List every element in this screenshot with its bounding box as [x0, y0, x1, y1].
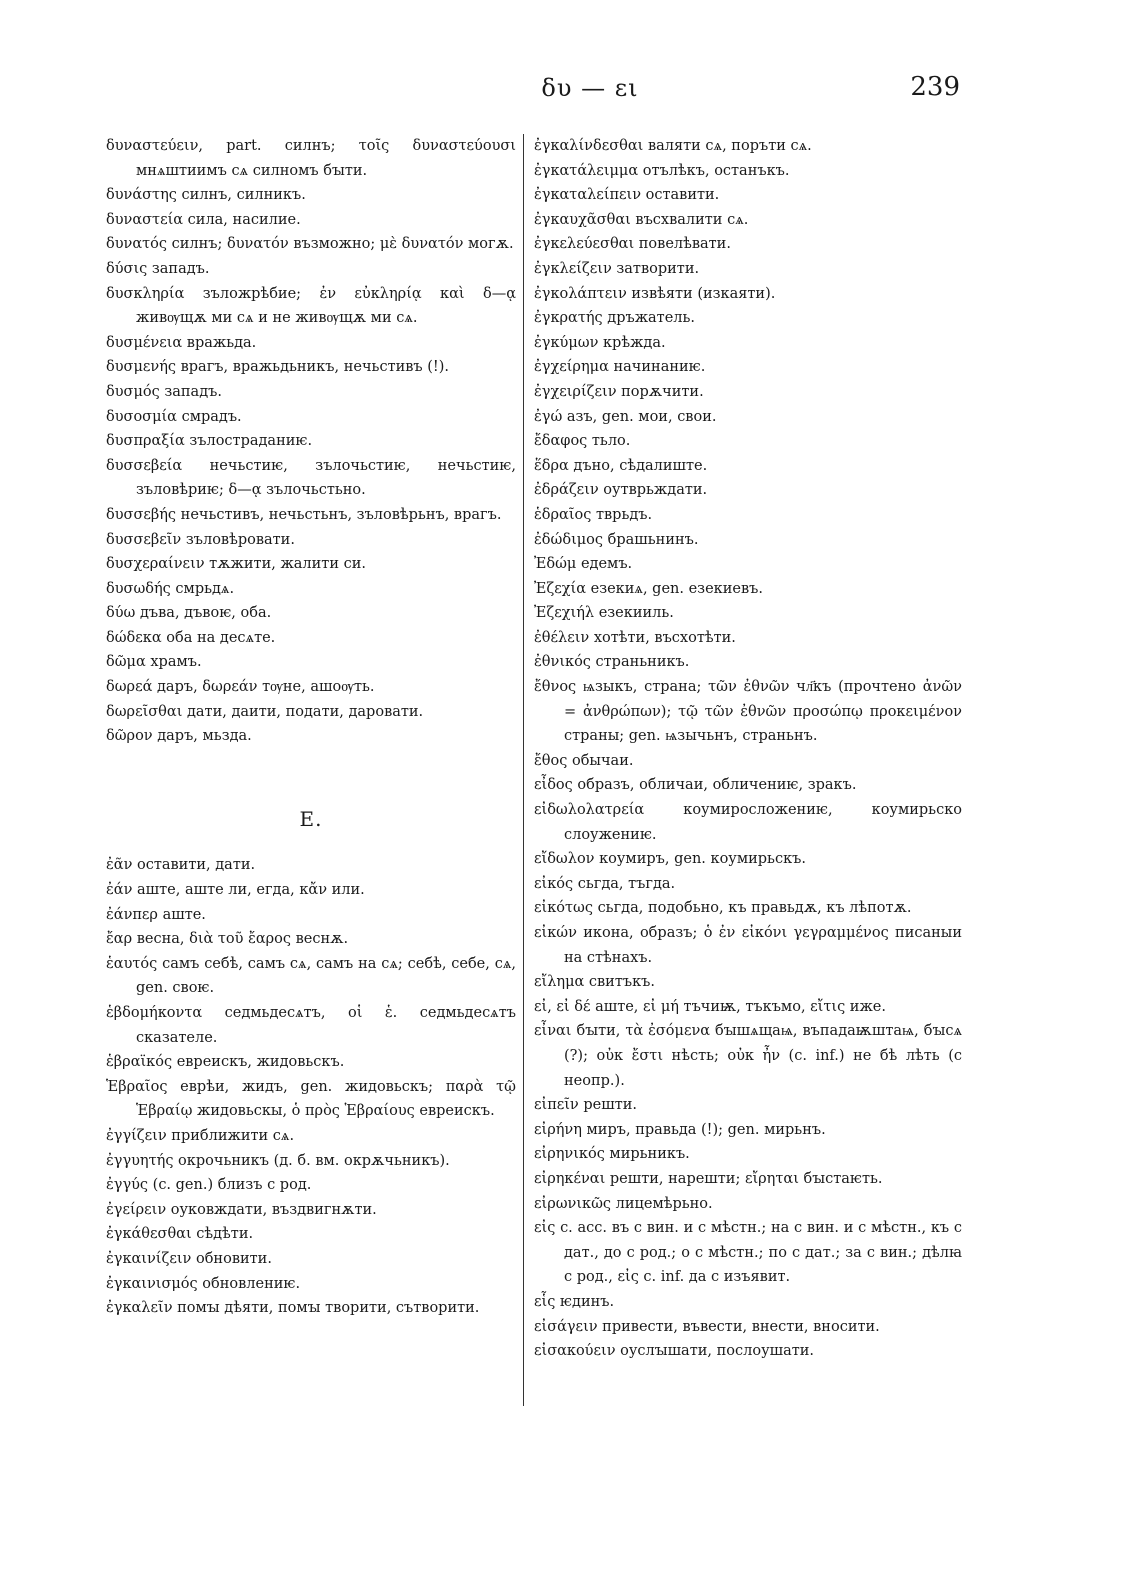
dictionary-entry: δυσπραξία зълостраданиѥ. — [106, 433, 313, 450]
dictionary-entry: ἔαρ весна, διὰ τοῦ ἔαρος веснѫ. — [106, 931, 349, 948]
dictionary-entry: εἰρωνικῶς лицемѣрьно. — [534, 1195, 713, 1212]
dictionary-entry: ἐγώ азъ, gen. мои, свои. — [534, 408, 717, 425]
dictionary-entry: δῶρον даръ, мьзда. — [106, 728, 252, 745]
dictionary-entry: ἐγκαυχᾶσθαι въсхвалити сѧ. — [534, 211, 749, 228]
dictionary-entry: ἔδαφος тьло. — [534, 433, 631, 450]
running-head: δυ — ει — [541, 74, 639, 102]
dictionary-entry: εἰρηνικός мирьникъ. — [534, 1146, 690, 1163]
section-heading: Ε. — [299, 806, 323, 831]
dictionary-entry: ἐγκατάλειμμα отълѣкъ, останъкъ. — [534, 162, 790, 179]
dictionary-entry: δωρεῖσθαι дати, даити, подати, даровати. — [106, 703, 424, 720]
dictionary-entry: ἐγκαταλείπειν оставити. — [534, 187, 720, 204]
dictionary-entry: δυναστεία сила, насилие. — [106, 211, 301, 228]
dictionary-entry: ἕδρα дъно, сѣдалиште. — [534, 457, 708, 474]
left-entries-before — [106, 134, 516, 749]
dictionary-entry: εἶδος образъ, обличаи, обличениѥ, зракъ. — [534, 777, 857, 794]
dictionary-entry: δυσσεβεῖν зъловѣровати. — [106, 531, 295, 548]
dictionary-entry: ἐγγίζειν приближити сѧ. — [106, 1127, 295, 1144]
dictionary-entry: ἐγκελεύεσθαι повелѣвати. — [534, 236, 731, 253]
left-entries-after — [106, 853, 516, 1320]
dictionary-entry: εἷς ѥдинъ. — [534, 1293, 615, 1310]
dictionary-entry: εἰκών икона, образъ; ὁ ἐν εἰκόνι γεγραμμένος писаныи на стѣнахъ. — [534, 925, 962, 966]
dictionary-entry: ἐάν аште, аште ли, егда, κἄν или. — [106, 882, 365, 899]
dictionary-entry: δυσωδής смрьдѧ. — [106, 580, 235, 597]
dictionary-entry: ἐγχείρημα начинаниѥ. — [534, 359, 706, 376]
dictionary-entry: εἰσάγειν привести, въвести, внести, вносити. — [534, 1318, 880, 1335]
page-header — [0, 72, 1140, 112]
dictionary-entry: Ἐζεχιήλ езекииль. — [534, 605, 674, 622]
dictionary-entry: ἐγείρειν оуковждати, въздвигнѫти. — [106, 1201, 377, 1218]
dictionary-entry: δύσις западъ. — [106, 260, 210, 277]
page-number: 239 — [910, 72, 960, 102]
dictionary-entry: δωρεά даръ, δωρεάν тѹне, ашоѹть. — [106, 679, 375, 696]
dictionary-entry: δώδεκα оба на десѧте. — [106, 629, 276, 646]
dictionary-entry: δυσμένεια вражьда. — [106, 334, 257, 351]
dictionary-entry: Ἐζεχία езекиѧ, gen. езекиевъ. — [534, 580, 763, 597]
dictionary-entry: εἰς с. acc. въ с вин. и с мѣстн.; на с вин. и с мѣстн., къ с дат., до с род.; о с мѣстн.; по с дат.; за с вин.; дѣлꙗ с род., εἰς с. inf. да с изъявит. — [534, 1220, 962, 1286]
dictionary-entry: δυναστεύειν, part. силнъ; τοῖς δυναστεύουσι мнѧштиимъ сѧ силномъ бꙑти. — [106, 138, 516, 179]
dictionary-entry: ἐγχειρίζειν порѫчити. — [534, 383, 704, 400]
left-column — [106, 134, 516, 1321]
dictionary-entry: ἐθέλειν хотѣти, въсхотѣти. — [534, 629, 736, 646]
dictionary-entry: ἑβδομήκοντα седмьдесѧтъ, οἱ ἑ. седмьдесѧтъ сказателе. — [106, 1005, 516, 1046]
dictionary-entry: ἐγκαινισμός обновлениѥ. — [106, 1275, 301, 1292]
dictionary-entry: εἰρήνη миръ, правьда (!); gen. мирьнъ. — [534, 1121, 826, 1138]
right-entries — [534, 134, 962, 1364]
dictionary-entry: δύω дъва, дъвоѥ, оба. — [106, 605, 272, 622]
dictionary-entry: εἰρηκέναι решти, нарешти; εἴρηται бꙑстаѥть. — [534, 1170, 883, 1187]
dictionary-entry: ἐγγυητής окрочьникъ (д. б. вм. окрѫчьникъ). — [106, 1152, 450, 1169]
dictionary-entry: ἐδώδιμος брашьнинъ. — [534, 531, 699, 548]
dictionary-entry: ἐγκαλεῖν помꙑ дѣяти, помꙑ творити, сътворити. — [106, 1300, 480, 1317]
column-divider — [523, 134, 524, 1406]
dictionary-entry: εἰδωλολατρεία коумиросложениѥ, коумирьско слоужениѥ. — [534, 802, 962, 843]
dictionary-entry: ἑαυτός самъ себѣ, самъ сѧ, самъ на сѧ; себѣ, себе, сѧ, gen. своѥ. — [106, 955, 516, 997]
dictionary-entry: ἔθνος ѩзыкъ, страна; τῶν ἐθνῶν чл҃къ (прочтено ἀνῶν = ἀνθρώπων); τῷ τῶν ἐθνῶν προσώπῳ προκειμένον страны; gen. ѩзычьнъ, страньнъ. — [534, 679, 962, 745]
dictionary-entry: ἐθνικός страньникъ. — [534, 654, 690, 671]
dictionary-entry: ἐγκρατής дръжатель. — [534, 310, 696, 327]
dictionary-entry: δυσκληρία зъложрѣбие; ἐν εὐκληρίᾳ καὶ δ—ᾳ живѹщѫ ми сѧ и не живѹщѫ ми сѧ. — [106, 285, 516, 327]
right-column — [534, 134, 962, 1364]
dictionary-entry: εἰ, εἰ δέ аште, εἰ μή тъчиѭ, тъкъмо, εἴτις иже. — [534, 998, 886, 1015]
dictionary-entry: ἐγκαινίζειν обновити. — [106, 1250, 272, 1267]
dictionary-entry: ἔθος обычаи. — [534, 752, 634, 769]
dictionary-entry: εἰσακούειν оуслꙑшати, послоушати. — [534, 1343, 815, 1360]
dictionary-entry: ἐγκαλίνδεσθαι валяти сѧ, поръти сѧ. — [534, 138, 812, 154]
dictionary-entry: εἰκότως сьгда, подобьно, къ правьдѫ, къ лѣпотѫ. — [534, 900, 912, 917]
dictionary-entry: Ἐδώμ едемъ. — [534, 556, 633, 573]
dictionary-entry: δυσσεβεία нечьстиѥ, зълочьстиѥ, нечьстиѥ, зъловѣриѥ; δ—ᾳ зълочьстьно. — [106, 457, 516, 499]
dictionary-entry: εἰκός сьгда, тъгда. — [534, 875, 676, 892]
dictionary-entry: δυνατός силнъ; δυνατόν възможно; μὲ δυνατόν могѫ. — [106, 236, 514, 253]
dictionary-entry: ἐγκάθεσθαι сѣдѣти. — [106, 1226, 254, 1243]
dictionary-entry: ἑβραϊκός евреискъ, жидовьскъ. — [106, 1054, 345, 1071]
dictionary-entry: δυσσεβής нечьстивъ, нечьстьнъ, зъловѣрьнъ, врагъ. — [106, 506, 502, 523]
dictionary-entry: ἐγκολάπτειν извѣяти (изкаяти). — [534, 285, 776, 302]
dictionary-entry: δυσοσμία смрадъ. — [106, 408, 242, 425]
dictionary-entry: εἶναι бꙑти, τὰ ἐσόμενα бꙑшѧщаѩ, въпадаѭштаѩ, бꙑсѧ (?); οὐκ ἔστι нѣсть; οὐκ ἦν (с. inf.) не бѣ лѣть (с неопр.). — [534, 1023, 962, 1089]
dictionary-entry: ἑδραῖος тврьдъ. — [534, 506, 653, 523]
dictionary-entry: δυσμός западъ. — [106, 383, 222, 400]
dictionary-entry: εἴδωλον коумиръ, gen. коумирьскъ. — [534, 851, 806, 868]
dictionary-entry: δυσμενής врагъ, вражьдьникъ, нечьстивъ (!). — [106, 359, 450, 376]
dictionary-entry: δυσχεραίνειν тѫжити, жалити си. — [106, 556, 366, 573]
dictionary-entry: εἴλημα свитъкъ. — [534, 974, 655, 991]
dictionary-entry: εἰπεῖν решти. — [534, 1097, 637, 1114]
dictionary-entry: ἐγκύμων крѣжда. — [534, 334, 666, 351]
dictionary-entry: ἐδράζειν оутврьждати. — [534, 482, 708, 499]
dictionary-entry: ἐάνπερ аште. — [106, 906, 206, 923]
dictionary-entry: ἐᾶν оставити, дати. — [106, 857, 256, 874]
dictionary-entry: ἐγγύς (с. gen.) близъ с род. — [106, 1177, 312, 1194]
dictionary-entry: Ἑβραῖος еврѣи, жидъ, gen. жидовьскъ; παρὰ τῷ Ἑβραίῳ жидовьскы, ὁ πρὸς Ἑβραίους евреискъ. — [106, 1078, 516, 1120]
dictionary-entry: δυνάστης силнъ, силникъ. — [106, 187, 306, 204]
dictionary-entry: δῶμα храмъ. — [106, 654, 202, 671]
dictionary-entry: ἐγκλείζειν затворити. — [534, 260, 700, 277]
